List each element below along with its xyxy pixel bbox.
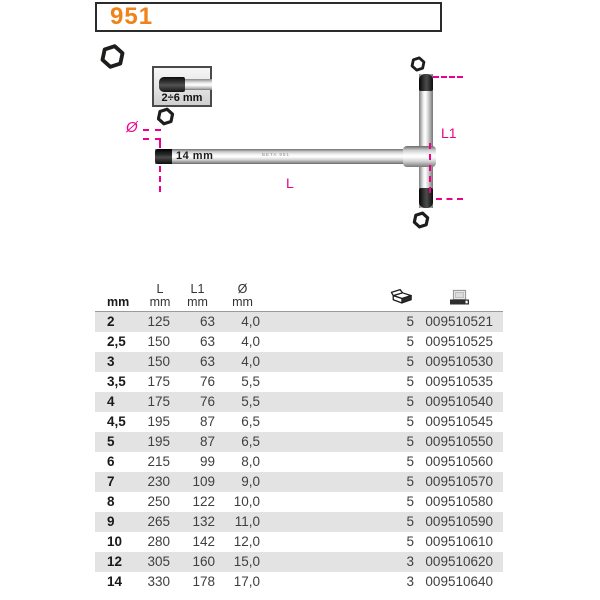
wrench-shaft [155,149,406,164]
product-code-icon [449,289,471,309]
cell-pack-qty: 3 [406,554,414,569]
cell-pack-qty: 5 [406,314,414,329]
shaft-marking-text: BETA 951 [262,152,290,157]
cell-product-code: 009510545 [425,414,493,429]
cell-L: 150 [147,354,170,369]
cell-L: 125 [147,314,170,329]
hexagon-icon [99,43,126,75]
package-quantity-icon [390,287,414,309]
cell-L1: 87 [199,434,215,449]
col-header-L: L mm [149,282,171,309]
table-body [95,312,503,592]
cell-diameter: 6,5 [241,434,260,449]
cell-diameter: 4,0 [241,354,260,369]
cell-L: 175 [147,374,170,389]
cell-diameter: 17,0 [233,574,260,589]
cell-size-mm: 3 [107,354,115,369]
bit-hex-head-graphic [159,77,185,92]
cell-diameter: 12,0 [233,534,260,549]
cell-product-code: 009510620 [425,554,493,569]
spec-table [95,281,503,592]
cell-pack-qty: 5 [406,394,414,409]
cell-diameter: 5,5 [241,394,260,409]
cell-product-code: 009510550 [425,434,493,449]
table-row [95,392,503,412]
shaft-size-label: 14 mm [176,150,214,162]
cell-size-mm: 2,5 [107,334,126,349]
bit-detail-inset [152,66,212,107]
cell-size-mm: 14 [107,574,123,589]
table-row [95,512,503,532]
cell-L1: 63 [199,334,215,349]
cell-size-mm: 12 [107,554,123,569]
cell-size-mm: 7 [107,474,115,489]
table-row [95,572,503,592]
cell-size-mm: 4,5 [107,414,126,429]
table-row [95,352,503,372]
cell-pack-qty: 3 [406,574,414,589]
diameter-dimension-label: Ø [126,119,138,136]
cell-L: 305 [147,554,170,569]
cell-pack-qty: 5 [406,354,414,369]
cell-L1: 142 [192,534,215,549]
cell-diameter: 4,0 [241,334,260,349]
cell-pack-qty: 5 [406,374,414,389]
cell-pack-qty: 5 [406,534,414,549]
hexagon-icon [156,107,175,131]
col-header-diameter: Ø mm [232,282,253,309]
cell-L: 280 [147,534,170,549]
cell-size-mm: 9 [107,514,115,529]
cell-product-code: 009510525 [425,334,493,349]
col-header-code [417,289,503,311]
cell-L1: 63 [199,354,215,369]
cell-size-mm: 10 [107,534,123,549]
cell-L: 330 [147,574,170,589]
col-header-size: mm [107,295,130,309]
table-row [95,312,503,332]
cell-product-code: 009510560 [425,454,493,469]
table-row [95,532,503,552]
cell-diameter: 11,0 [234,514,260,529]
cell-pack-qty: 5 [406,454,414,469]
cell-product-code: 009510610 [425,534,493,549]
cell-L1: 87 [199,414,215,429]
dimension-dash-line [429,143,431,193]
cell-pack-qty: 5 [406,414,414,429]
technical-drawing [0,0,600,280]
dimension-dash-line [433,76,463,78]
cell-L1: 160 [192,554,215,569]
cell-diameter: 10,0 [233,494,260,509]
cell-diameter: 6,5 [241,414,260,429]
cell-diameter: 8,0 [241,454,260,469]
wrench-top-grip [419,74,433,91]
cell-size-mm: 6 [107,454,115,469]
cell-L: 230 [147,474,170,489]
cell-product-code: 009510570 [425,474,493,489]
dimension-dash-line [159,139,161,148]
cell-size-mm: 3,5 [107,374,126,389]
cell-size-mm: 4 [107,394,115,409]
cell-product-code: 009510521 [425,314,493,329]
cell-L1: 76 [199,374,215,389]
col-header-L1: L1 mm [187,282,208,309]
table-row [95,552,503,572]
cell-product-code: 009510640 [425,574,493,589]
length1-dimension-label: L1 [441,125,457,141]
cell-L: 195 [147,414,170,429]
cell-size-mm: 2 [107,314,115,329]
table-header-row [95,281,503,312]
table-row [95,452,503,472]
cell-size-mm: 8 [107,494,115,509]
cell-diameter: 4,0 [241,314,260,329]
cell-L1: 99 [199,454,215,469]
wrench-hex-tip [155,149,172,164]
cell-L: 265 [147,514,170,529]
cell-L: 195 [147,434,170,449]
hexagon-icon [412,211,430,234]
cell-L1: 132 [192,514,215,529]
cell-product-code: 009510540 [425,394,493,409]
cell-diameter: 5,5 [241,374,260,389]
cell-L: 175 [147,394,170,409]
cell-L: 150 [147,334,170,349]
cell-L1: 122 [192,494,215,509]
cell-pack-qty: 5 [406,514,414,529]
cell-L1: 63 [199,314,215,329]
wrench-collar [403,146,436,167]
cell-product-code: 009510590 [425,514,493,529]
dimension-dash-line [143,129,161,131]
table-row [95,372,503,392]
cell-L: 215 [147,454,170,469]
cell-size-mm: 5 [107,434,115,449]
table-row [95,432,503,452]
table-row [95,472,503,492]
cell-pack-qty: 5 [406,474,414,489]
cell-pack-qty: 5 [406,334,414,349]
dimension-dash-line [159,166,161,192]
cell-product-code: 009510580 [425,494,493,509]
cell-product-code: 009510530 [425,354,493,369]
table-row [95,492,503,512]
cell-L1: 76 [199,394,215,409]
table-row [95,332,503,352]
cell-L1: 109 [192,474,215,489]
cell-product-code: 009510535 [425,374,493,389]
dimension-dash-line [436,198,463,200]
length-dimension-label: L [286,175,294,191]
cell-L1: 178 [192,574,215,589]
cell-L: 250 [147,494,170,509]
cell-diameter: 15,0 [233,554,260,569]
cell-pack-qty: 5 [406,494,414,509]
inset-range-label: 2÷6 mm [161,92,203,104]
col-header-pack-qty [265,287,417,311]
cell-diameter: 9,0 [241,474,260,489]
table-row [95,412,503,432]
cell-pack-qty: 5 [406,434,414,449]
model-number: 951 [110,3,154,30]
